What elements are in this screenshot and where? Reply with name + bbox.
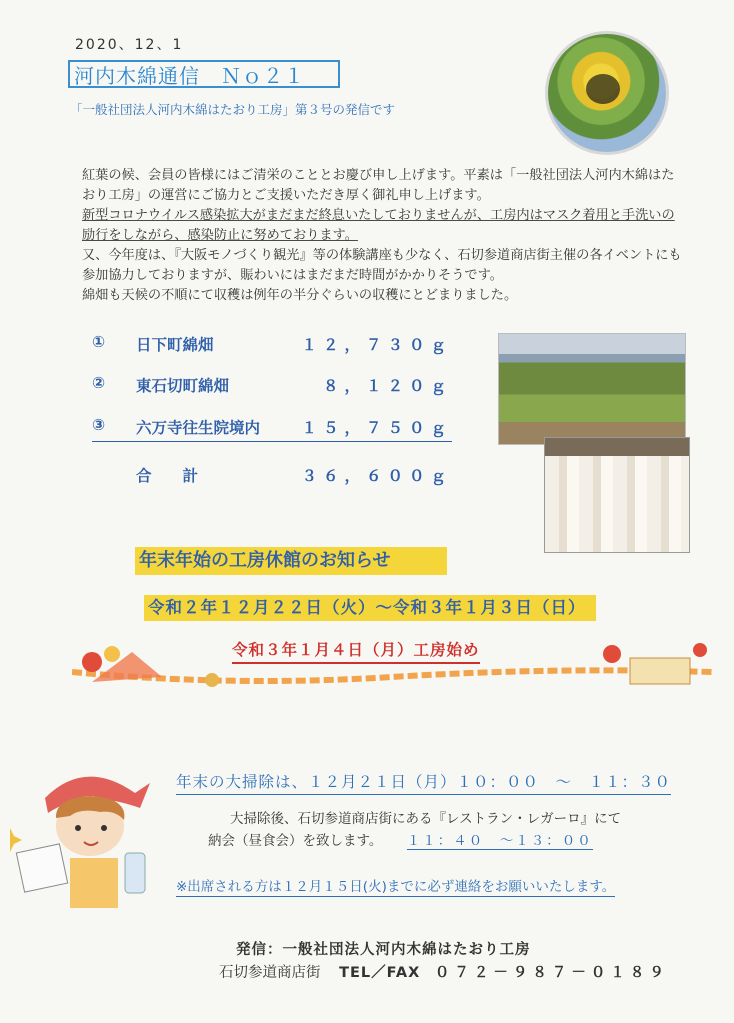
intro-paragraph-4: 綿畑も天候の不順にて収穫は例年の半分ぐらいの収穫にとどまりました。: [82, 288, 518, 303]
intro-paragraph-3: 又、今年度は、『大阪モノづくり観光』等の体験講座も少なく、石切参道商店街主催の各イベントにも参加協力しておりますが、賑わいにはまだまだ時間がかかりそうです。: [82, 248, 682, 283]
lunch-party-text: 納会（昼食会）を致します。: [208, 833, 383, 849]
harvest-underline: [92, 441, 452, 442]
newsletter-subtitle: 「一般社団法人河内木綿はたおり工房」第３号の発信です: [70, 102, 396, 117]
harvest-row-name: 日下町綿畑: [136, 336, 214, 354]
intro-paragraph-2-text: 新型コロナウイルス感染拡大がまだまだ終息いたしておりませんが、工房内はマスク着用と手洗いの励行をしながら、感染防止に努めております。: [82, 208, 675, 243]
cotton-flower-photo: [548, 34, 666, 152]
harvest-row-name: 東石切町綿畑: [136, 377, 230, 395]
harvest-row-number: ②: [92, 374, 106, 392]
harvest-row-number: ③: [92, 416, 106, 434]
harvest-total-value: ３６，６００ｇ: [301, 467, 452, 485]
harvest-total-label: 合 計: [136, 467, 199, 485]
year-end-cleaning-heading: 年末の大掃除は、１２月２１日（月）１０：００ ～ １１：３０: [176, 770, 671, 795]
rsvp-notice: ※出席される方は１２月１５日(火)までに必ず連絡をお願いいたします。: [176, 875, 615, 897]
harvest-row: [92, 416, 452, 442]
cotton-field-photo: [498, 333, 686, 445]
intro-paragraph-1: 紅葉の候、会員の皆様にはご清栄のこととお慶び申し上げます。平素は「一般社団法人河内木綿はたおり工房」の運営にご協力とご支援いただき厚く御礼申し上げます。: [82, 168, 675, 203]
cleaning-detail-2: [208, 829, 593, 849]
harvest-row: [92, 374, 452, 400]
lunch-party-time: １１：４０ ～１３：００: [406, 833, 593, 849]
holiday-notice-heading: 年末年始の工房休館のお知らせ: [135, 547, 447, 575]
harvest-row-value: １２，７３０ｇ: [301, 336, 452, 354]
harvest-row-name: 六万寺往生院境内: [136, 419, 261, 437]
harvest-total-row: [92, 464, 452, 490]
holiday-period: 令和２年１２月２２日（火）～令和３年１月３日（日）: [144, 595, 596, 621]
workshop-start-notice: 令和３年１月４日（月）工房始め: [232, 638, 480, 664]
contact-tel-number: ０７２－９８７－０１８９: [434, 965, 669, 981]
newsletter-title: 河内木綿通信 Ｎｏ２１: [68, 60, 340, 88]
harvest-row: [92, 333, 452, 359]
intro-paragraph-2: [82, 206, 682, 246]
issue-date: 2020、12、1: [75, 37, 184, 53]
harvested-cotton-photo: [544, 437, 690, 553]
cleaning-girl-illustration: [10, 758, 160, 908]
contact-tel-label: TEL／FAX: [339, 965, 421, 981]
contact-address: 石切参道商店街: [219, 965, 321, 981]
cleaning-detail-1: 大掃除後、石切参道商店街にある『レストラン・レガーロ』にて: [230, 811, 622, 827]
harvest-row-value: １５，７５０ｇ: [301, 419, 452, 437]
sender-line: 発信：一般社団法人河内木綿はたおり工房: [236, 942, 531, 958]
contact-line: [219, 961, 669, 982]
harvest-row-value: ８，１２０ｇ: [322, 377, 452, 395]
harvest-row-number: ①: [92, 333, 106, 351]
